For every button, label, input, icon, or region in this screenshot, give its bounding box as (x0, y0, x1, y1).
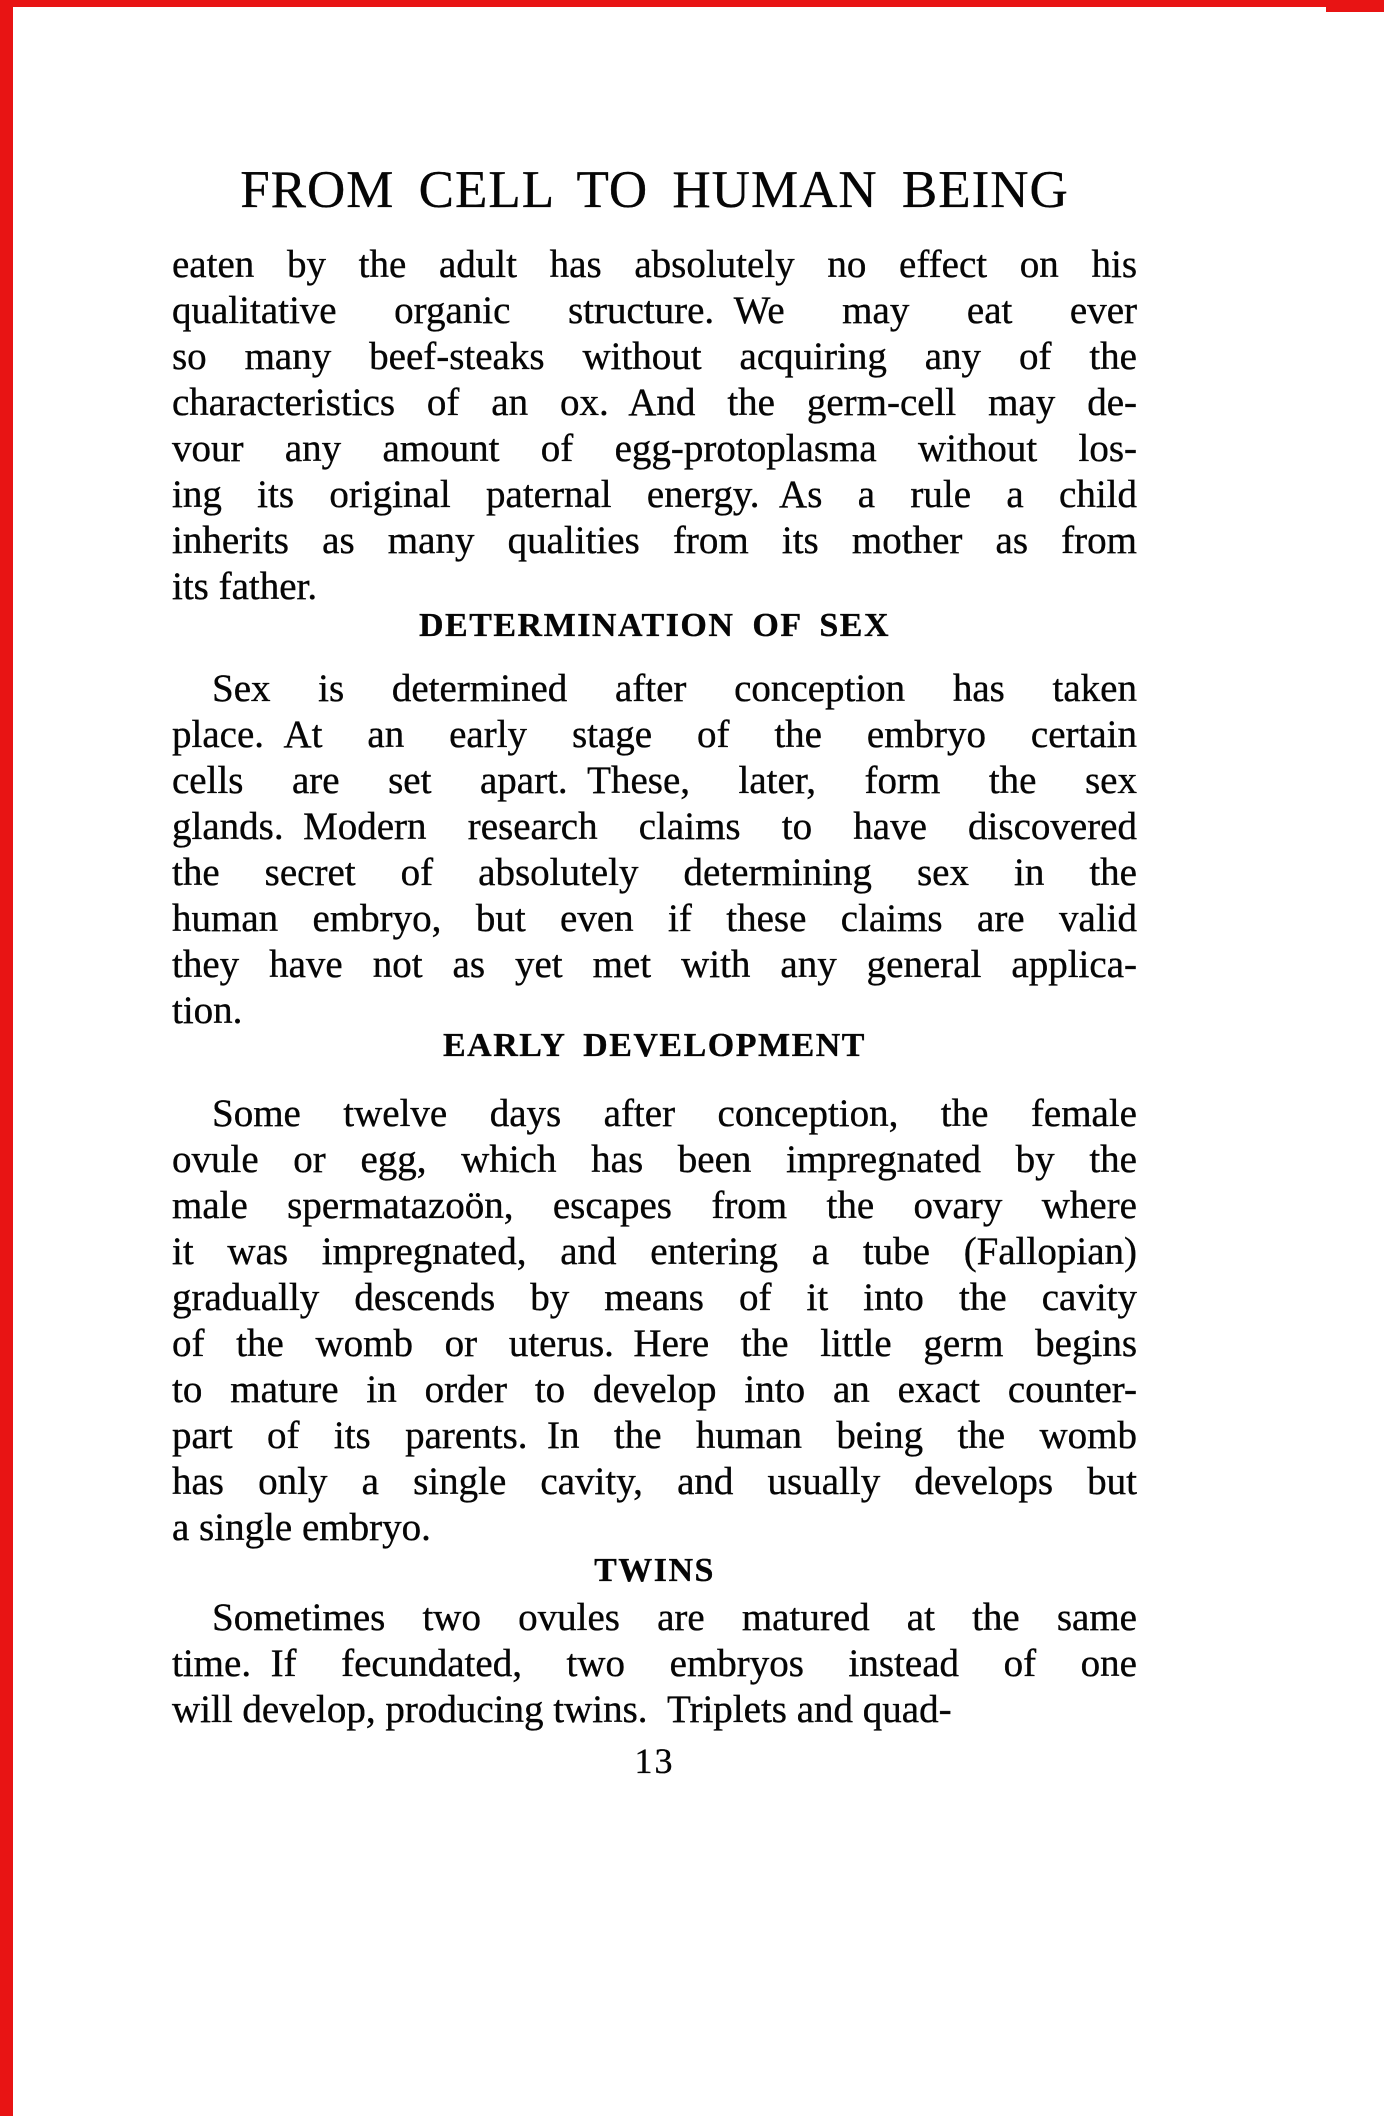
text-line: its father. (172, 565, 318, 608)
text-line: gradually descends by means of it into the cavity (172, 1276, 1137, 1319)
text-line: vour any amount of egg-protoplasma without los- (172, 427, 1137, 470)
text-line: human embryo, but even if these claims are valid (172, 897, 1137, 940)
text-line: of the womb or uterus. Here the little germ begins (172, 1322, 1137, 1365)
text-line: they have not as yet met with any general applica- (172, 943, 1137, 986)
section-heading-determination-of-sex: DETERMINATION OF SEX (418, 607, 891, 644)
text-line: male spermatazoön, escapes from the ovary where (172, 1184, 1137, 1227)
scan-edge-left (0, 0, 13, 2116)
text-line: time. If fecundated, two embryos instead of one (172, 1642, 1137, 1685)
text-line: ing its original paternal energy. As a rule a child (172, 473, 1137, 516)
paragraph-early-development (172, 1091, 1137, 1551)
text-line: has only a single cavity, and usually develops but (172, 1460, 1137, 1503)
text-line: cells are set apart. These, later, form the sex (172, 759, 1137, 802)
text-line: the secret of absolutely determining sex in the (172, 851, 1137, 894)
text-line: Sex is determined after conception has taken (212, 667, 1137, 710)
text-line: qualitative organic structure. We may eat ever (172, 289, 1137, 332)
page-number: 13 (634, 1741, 675, 1781)
running-title: FROM CELL TO HUMAN BEING (240, 161, 1069, 219)
text-line: eaten by the adult has absolutely no effect on his (172, 243, 1137, 286)
paragraph-determination-of-sex (172, 666, 1137, 1034)
text-line: glands. Modern research claims to have discovered (172, 805, 1137, 848)
text-line: inherits as many qualities from its mother as from (172, 519, 1137, 562)
paragraph-inheritance (172, 242, 1137, 610)
section-heading-early-development: EARLY DEVELOPMENT (443, 1027, 866, 1064)
text-line: it was impregnated, and entering a tube (Fallopian) (172, 1230, 1137, 1273)
text-line: characteristics of an ox. And the germ-cell may de- (172, 381, 1137, 424)
text-line: so many beef-steaks without acquiring any of the (172, 335, 1137, 378)
text-line: a single embryo. (172, 1506, 431, 1549)
text-line: ovule or egg, which has been impregnated by the (172, 1138, 1137, 1181)
text-line: tion. (172, 989, 243, 1032)
text-line: part of its parents. In the human being the womb (172, 1414, 1137, 1457)
text-line: to mature in order to develop into an exact counter- (172, 1368, 1137, 1411)
section-heading-twins: TWINS (594, 1552, 715, 1589)
text-column (172, 0, 1137, 2116)
text-line: will develop, producing twins. Triplets and quad- (172, 1688, 952, 1731)
scan-edge-top-right (1326, 0, 1384, 12)
text-line: Some twelve days after conception, the female (212, 1092, 1137, 1135)
paragraph-twins (172, 1595, 1137, 1733)
text-line: place. At an early stage of the embryo certain (172, 713, 1137, 756)
text-line: Sometimes two ovules are matured at the same (212, 1596, 1137, 1639)
